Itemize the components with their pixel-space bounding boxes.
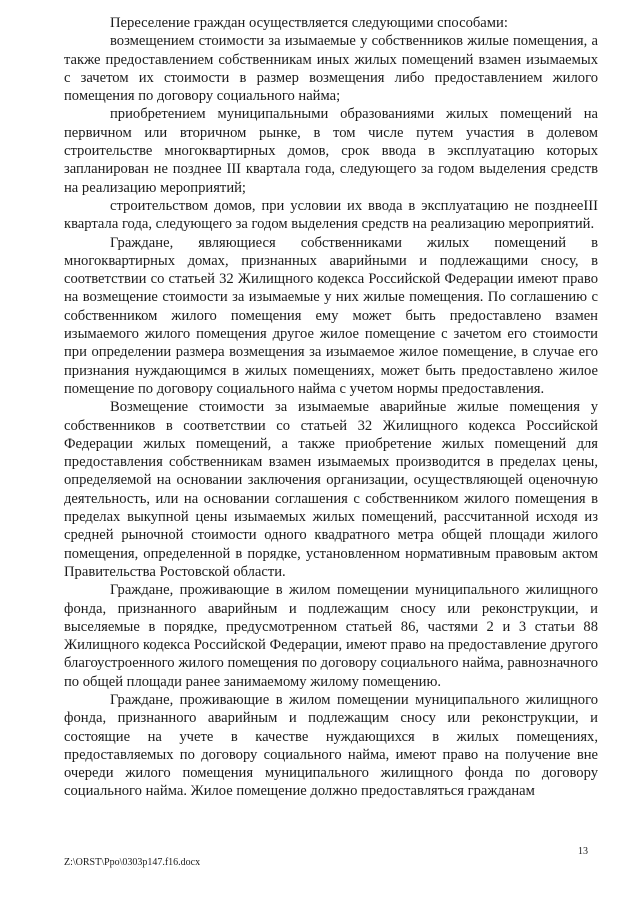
paragraph-tenants-waitlist: Граждане, проживающие в жилом помещении муниципального жилищного фонда, признанного аварийным и подлежащим сносу или реконструкции, и состоящие на учете в качестве нуждающихся в жилых помещениях, предоставляемых по договору социального найма, имеют право на получение вне очереди жилого помещения муниципального жилищного фонда по договору социального найма. Жилое помещение должно предоставляться гражданам: [64, 691, 598, 800]
paragraph-method-compensation: возмещением стоимости за изымаемые у собственников жилые помещения, а также предоставлением собственникам иных жилых помещений взамен изымаемых с зачетом их стоимости в размер возмещения либо предоставлением жилого помещения по договору социального найма;: [64, 33, 598, 105]
paragraph-intro: Переселение граждан осуществляется следующими способами:: [110, 15, 508, 31]
page-number: 13: [578, 846, 588, 857]
paragraph-method-acquisition: приобретением муниципальными образованиями жилых помещений на первичном или вторичном рынке, в том числе путем участия в долевом строительстве многоквартирных домов, срок ввода в эксплуатацию которых запланирован не позднее III квартала года, следующего за годом выделения средств на реализацию мероприятий;: [64, 106, 598, 196]
paragraph-tenants-relocation: Граждане, проживающие в жилом помещении муниципального жилищного фонда, признанного аварийным и подлежащим сносу или реконструкции, и выселяемые в порядке, предусмотренном статьей 86, частями 2 и 3 статьи 88 Жилищного кодекса Российской Федерации, имеют право на предоставление другого благоустроенного жилого помещения по договору социального найма, равнозначного по общей площади ранее занимаемому жилому помещению.: [64, 582, 598, 690]
file-path-footer: Z:\ORST\Ppo\0303p147.f16.docx: [64, 857, 201, 868]
paragraph-owners: Граждане, являющиеся собственниками жилых помещений в многоквартирных домах, признанных аварийными и подлежащими сносу, в соответствии со статьей 32 Жилищного кодекса Российской Федерации имеют право на возмещение стоимости за изымаемые у них жилые помещения. По соглашению с собственником жилого помещения ему может быть предоставлено взамен изымаемого жилого помещения другое жилое помещение с зачетом его стоимости при определении размера возмещения за изымаемое жилое помещение, в случае его признания нуждающимся в жилых помещениях, может быть предоставлено жилое помещение по договору социального найма с учетом нормы предоставления.: [64, 234, 598, 397]
paragraph-method-construction: строительством домов, при условии их ввода в эксплуатацию не позднееIII квартала года, следующего за годом выделения средств на реализацию мероприятий.: [64, 197, 598, 233]
paragraph-compensation-cost: Возмещение стоимости за изымаемые аварийные жилые помещения у собственников в соответствии со статьей 32 Жилищного кодекса Российской Федерации жилых помещений, а также приобретение жилых помещений для предоставления собственникам взамен изымаемых производится в пределах цены, определяемой на основании заключения организации, осуществляющей оценочную деятельность, или на основании соглашения с собственником жилого помещения в пределах выкупной цены изымаемых жилых помещений, рассчитанной исходя из средней рыночной стоимости одного квадратного метра общей площади жилого помещения, определенной в порядке, установленном нормативным правовым актом Правительства Ростовской области.: [64, 399, 598, 580]
document-body: [64, 14, 598, 801]
